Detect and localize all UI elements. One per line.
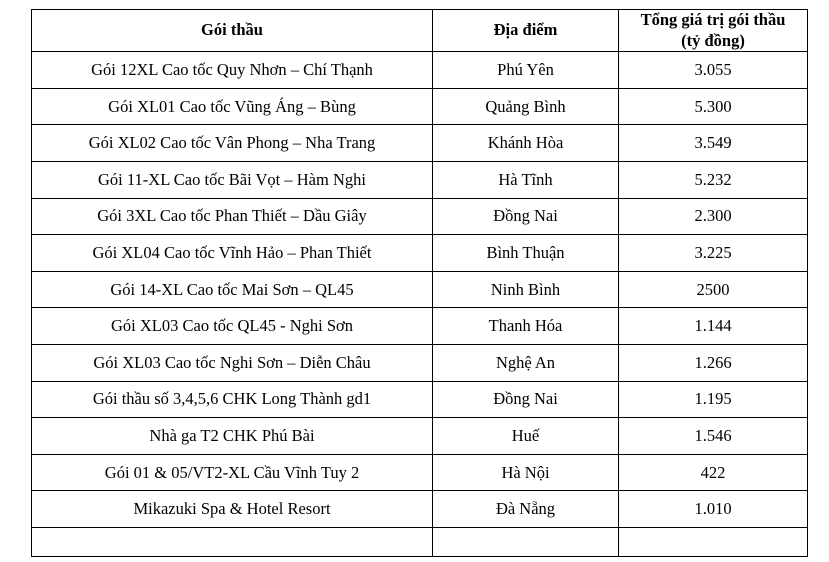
cell-location: Đà Nẵng bbox=[433, 491, 619, 528]
cell-package: Gói XL03 Cao tốc QL45 - Nghi Sơn bbox=[32, 308, 433, 345]
table-row bbox=[32, 345, 808, 382]
bid-packages-table bbox=[31, 9, 808, 557]
cell-location: Hà Nội bbox=[433, 454, 619, 491]
table-header bbox=[32, 10, 808, 52]
cell-package: Gói 01 & 05/VT2-XL Cầu Vĩnh Tuy 2 bbox=[32, 454, 433, 491]
cell-location: Nghệ An bbox=[433, 345, 619, 382]
table-body bbox=[32, 52, 808, 557]
table-header-row bbox=[32, 10, 808, 52]
cell-package: Gói XL03 Cao tốc Nghi Sơn – Diễn Châu bbox=[32, 345, 433, 382]
cell-location: Đồng Nai bbox=[433, 198, 619, 235]
table-row bbox=[32, 198, 808, 235]
cell-total-value: 5.232 bbox=[619, 162, 808, 199]
table-row bbox=[32, 527, 808, 556]
cell-package: Gói XL04 Cao tốc Vĩnh Hảo – Phan Thiết bbox=[32, 235, 433, 272]
column-header-total-value-line2: (tỷ đồng) bbox=[681, 30, 745, 50]
cell-package bbox=[32, 527, 433, 556]
column-header-location: Địa điểm bbox=[433, 10, 619, 52]
cell-location: Hà Tĩnh bbox=[433, 162, 619, 199]
table-row bbox=[32, 491, 808, 528]
cell-package: Gói 3XL Cao tốc Phan Thiết – Dầu Giây bbox=[32, 198, 433, 235]
cell-location: Ninh Bình bbox=[433, 271, 619, 308]
cell-package: Gói XL02 Cao tốc Vân Phong – Nha Trang bbox=[32, 125, 433, 162]
cell-package: Mikazuki Spa & Hotel Resort bbox=[32, 491, 433, 528]
cell-total-value: 3.225 bbox=[619, 235, 808, 272]
cell-total-value: 422 bbox=[619, 454, 808, 491]
table-row bbox=[32, 418, 808, 455]
cell-total-value: 5.300 bbox=[619, 88, 808, 125]
table-row bbox=[32, 88, 808, 125]
column-header-package: Gói thầu bbox=[32, 10, 433, 52]
table-row bbox=[32, 271, 808, 308]
cell-total-value bbox=[619, 527, 808, 556]
cell-location: Đồng Nai bbox=[433, 381, 619, 418]
cell-total-value: 3.549 bbox=[619, 125, 808, 162]
cell-package: Nhà ga T2 CHK Phú Bài bbox=[32, 418, 433, 455]
cell-package: Gói thầu số 3,4,5,6 CHK Long Thành gd1 bbox=[32, 381, 433, 418]
cell-package: Gói 14-XL Cao tốc Mai Sơn – QL45 bbox=[32, 271, 433, 308]
cell-location: Bình Thuận bbox=[433, 235, 619, 272]
cell-total-value: 1.266 bbox=[619, 345, 808, 382]
cell-location bbox=[433, 527, 619, 556]
cell-total-value: 2500 bbox=[619, 271, 808, 308]
cell-location: Huế bbox=[433, 418, 619, 455]
table-container bbox=[31, 9, 804, 557]
column-header-total-value-line1: Tổng giá trị gói thầu bbox=[640, 10, 786, 29]
cell-package: Gói XL01 Cao tốc Vũng Áng – Bùng bbox=[32, 88, 433, 125]
table-row bbox=[32, 52, 808, 89]
cell-total-value: 1.546 bbox=[619, 418, 808, 455]
cell-total-value: 1.195 bbox=[619, 381, 808, 418]
table-row bbox=[32, 454, 808, 491]
cell-package: Gói 12XL Cao tốc Quy Nhơn – Chí Thạnh bbox=[32, 52, 433, 89]
table-row bbox=[32, 308, 808, 345]
cell-location: Quảng Bình bbox=[433, 88, 619, 125]
cell-location: Thanh Hóa bbox=[433, 308, 619, 345]
cell-location: Phú Yên bbox=[433, 52, 619, 89]
cell-package: Gói 11-XL Cao tốc Bãi Vọt – Hàm Nghi bbox=[32, 162, 433, 199]
cell-location: Khánh Hòa bbox=[433, 125, 619, 162]
cell-total-value: 1.144 bbox=[619, 308, 808, 345]
cell-total-value: 3.055 bbox=[619, 52, 808, 89]
table-row bbox=[32, 125, 808, 162]
cell-total-value: 2.300 bbox=[619, 198, 808, 235]
table-row bbox=[32, 235, 808, 272]
cell-total-value: 1.010 bbox=[619, 491, 808, 528]
table-row bbox=[32, 381, 808, 418]
table-row bbox=[32, 162, 808, 199]
column-header-total-value bbox=[619, 10, 808, 52]
